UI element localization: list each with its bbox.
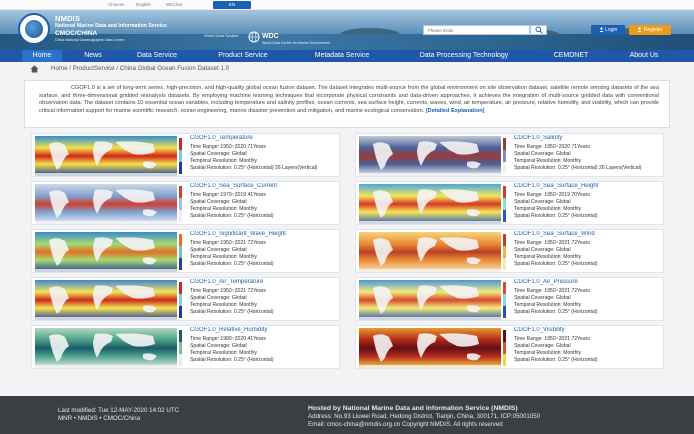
dataset-temporal-resolution: Temporal Resolution: Monthly [190,206,258,212]
dataset-card[interactable] [31,133,340,177]
nav-news[interactable]: News [84,52,102,59]
dataset-card[interactable] [31,325,340,369]
breadcrumb [24,64,670,74]
dataset-spatial-resolution: Spatial Resolution: 0.25° (Horizontal) [514,357,598,363]
topbar-link-english[interactable]: English [136,2,151,7]
nav-cemdnet[interactable]: CEMDNET [553,52,589,59]
dataset-spatial-coverage: Spatial Coverage: Global [190,295,247,301]
nav-metadata-service[interactable]: Metadata Service [314,52,370,59]
dataset-map-thumbnail[interactable] [35,136,185,176]
footer-email-text: Email: cmoc-china@nmdis.org.cn Copyright NMDIS. All rights reserved [308,421,503,428]
register-button[interactable] [629,25,671,35]
dataset-intro [24,80,670,128]
brand-cmoc: CMOC/CHINA [55,30,98,37]
wdc-title: WDC [262,33,279,40]
dataset-card-title[interactable]: CGOF1.0_Salinity [514,135,563,141]
dataset-card-title[interactable]: CGOF1.0_Air_Pressure [514,279,578,285]
dataset-time-range: Time Range: 1950~2021 72Years [190,240,266,246]
dataset-card-title[interactable]: CGOF1.0_Sea_Surface_Current [190,183,278,189]
dataset-spatial-resolution: Spatial Resolution: 0.25° (Horizontal) [514,309,598,315]
user-add-icon [637,27,642,32]
topbar-link-chinese[interactable]: Chinese [108,2,125,7]
dataset-time-range: Time Range: 1950~2021 72Years [514,336,590,342]
footer-address-text: Address: No.93 Liuwei Road, Hedong District, Tianjin, China, 300171, ICP:05001050 [308,413,541,420]
dataset-temporal-resolution: Temporal Resolution: Monthly [514,206,582,212]
dataset-map-thumbnail[interactable] [359,328,509,368]
dataset-temporal-resolution: Temporal Resolution: Monthly [190,254,258,260]
dataset-spatial-resolution: Spatial Resolution: 0.25° (Horizontal) [514,261,598,267]
brand-subtitle: China National Oceanographic Data Center [55,38,125,42]
dataset-temporal-resolution: Temporal Resolution: Monthly [190,158,258,164]
brand-name: NMDIS [55,14,81,23]
search-icon [535,26,543,34]
intro-paragraph: CGOF1.0 is a set of long-term series, high-precision, and high-quality global ocean fusion dataset. The dataset integrates multi-source from the global environment on site observation dataset, satellite remote sensing datasets of the sea surface, and three-dimensional gridded reanalysis datasets. By employing machine learning techniques that incorporate physical constraints and data-driven approaches, it achieves the integration of multi-source gridded data with conventional observation data. The dataset contains 10 essential ocean variables, including temperature and salinity profiles, ocean currents, sea surface height, currents, waves, wind, air temperature, air pressure, relative humidity, and visibility, which can provide critical information support for marine scientific research, ocean engineering, marine disaster prevention and mitigation, and marine ecological conservation. [39,85,659,114]
footer-host-text: Hosted by National Marine Data and Information Service (NMDIS) [308,405,518,412]
login-button[interactable] [591,25,625,35]
search-input[interactable] [423,25,530,35]
dataset-card[interactable] [355,133,664,177]
wds-label: World Data System [204,33,239,38]
dataset-time-range: Time Range: 1950~2019 70Years [514,192,590,198]
dataset-spatial-resolution: Spatial Resolution: 0.25° (Horizontal) [190,309,274,315]
dataset-spatial-resolution: Spatial Resolution: 0.25° (Horizontal) [190,213,274,219]
dataset-spatial-coverage: Spatial Coverage: Global [514,151,571,157]
register-label: Register [643,27,663,33]
login-label: Login [605,27,618,33]
nav-home[interactable]: Home [22,50,62,62]
dataset-spatial-coverage: Spatial Coverage: Global [514,199,571,205]
home-icon[interactable] [30,65,39,73]
dataset-temporal-resolution: Temporal Resolution: Monthly [514,254,582,260]
dataset-time-range: Time Range: 1950~2021 72Years [514,240,590,246]
dataset-time-range: Time Range: 1950~2020 71Years [514,144,590,150]
footer-left [58,407,179,423]
dataset-map-thumbnail[interactable] [359,280,509,320]
dataset-temporal-resolution: Temporal Resolution: Monthly [190,302,258,308]
dataset-spatial-resolution: Spatial Resolution: 0.25° (Horizontal) [190,357,274,363]
dataset-spatial-coverage: Spatial Coverage: Global [514,343,571,349]
dataset-temporal-resolution: Temporal Resolution: Monthly [190,350,258,356]
main-nav [0,50,694,62]
nmdis-logo-icon[interactable] [18,13,50,45]
language-pill-button[interactable]: EN [213,1,251,9]
dataset-card-title[interactable]: CGOF1.0_Significant_Wave_Height [190,231,286,237]
brand-fullname: National Marine Data and Information Service [55,23,167,29]
dataset-spatial-resolution: Spatial Resolution: 0.25° (Horizontal) 26 Layers(Vertical) [514,165,642,171]
dataset-card[interactable] [31,181,340,225]
banner-sea-decoration [0,34,694,50]
header-banner [0,10,694,50]
top-utility-bar [0,0,694,10]
dataset-map-thumbnail[interactable] [359,184,509,224]
dataset-spatial-resolution: Spatial Resolution: 0.25° (Horizontal) [514,213,598,219]
topbar-link-wechat[interactable]: WeChat [166,2,183,7]
dataset-time-range: Time Range: 1950~2020 71Years [190,144,266,150]
dataset-temporal-resolution: Temporal Resolution: Monthly [514,350,582,356]
dataset-spatial-coverage: Spatial Coverage: Global [190,343,247,349]
footer [0,396,694,434]
dataset-card-title[interactable]: CGOF1.0_Relative_Humidity [190,327,268,333]
dataset-card[interactable] [355,325,664,369]
dataset-spatial-coverage: Spatial Coverage: Global [190,247,247,253]
nav-data-processing-technology[interactable]: Data Processing Technology [419,52,509,59]
dataset-map-thumbnail[interactable] [359,232,509,272]
dataset-map-thumbnail[interactable] [35,328,185,368]
dataset-temporal-resolution: Temporal Resolution: Monthly [514,158,582,164]
last-modified-text: Last modified: Tue 12-MAY-2020 14:02 UTC [58,407,180,414]
dataset-card[interactable] [355,229,664,273]
dataset-time-range: Time Range: 1980~2020 41Years [190,336,266,342]
wdc-logo [200,21,331,47]
nav-product-service[interactable]: Product Service [218,52,268,59]
footer-right [308,405,540,429]
dataset-spatial-coverage: Spatial Coverage: Global [514,247,571,253]
detailed-explanation-link[interactable]: [Detailed Explanation] [425,107,485,114]
dataset-card-title[interactable]: CGOF1.0_Sea_Surface_Wind [514,231,595,237]
dataset-card-title[interactable]: CGOF1.0_Visibility [514,327,565,333]
dataset-map-thumbnail[interactable] [35,232,185,272]
dataset-spatial-coverage: Spatial Coverage: Global [514,295,571,301]
nav-data-service[interactable]: Data Service [136,52,178,59]
breadcrumb-text[interactable]: Home / ProductService / China Global Ocean Fusion Dataset 1.0 [51,65,230,72]
dataset-card-title[interactable]: CGOF1.0_Sea_Surface_Height [514,183,599,189]
dataset-card[interactable] [355,181,664,225]
intro-text [39,85,659,115]
dataset-spatial-coverage: Spatial Coverage: Global [190,151,247,157]
footer-org-links[interactable]: MNR • NMDIS • CMOC/China [58,415,141,422]
dataset-spatial-resolution: Spatial Resolution: 0.25° (Horizontal) [190,261,274,267]
dataset-card[interactable] [31,229,340,273]
wdc-subtitle: World Data Center for Marine Environment [262,41,331,45]
dataset-card[interactable] [31,277,340,321]
search-button[interactable] [530,25,547,35]
dataset-card-title[interactable]: CGOF1.0_Temperature [190,135,253,141]
dataset-map-thumbnail[interactable] [35,280,185,320]
dataset-map-thumbnail[interactable] [35,184,185,224]
dataset-spatial-coverage: Spatial Coverage: Global [190,199,247,205]
dataset-time-range: Time Range: 1950~2021 72Years [190,288,266,294]
dataset-spatial-resolution: Spatial Resolution: 0.25° (Horizontal) 26 Layers(Vertical) [190,165,318,171]
dataset-map-thumbnail[interactable] [359,136,509,176]
dataset-time-range: Time Range: 1950~2021 72Years [514,288,590,294]
user-icon [599,27,604,32]
dataset-card-title[interactable]: CGOF1.0_Air_Temperature [190,279,264,285]
dataset-card[interactable] [355,277,664,321]
dataset-time-range: Time Range: 1979~2019 41Years [190,192,266,198]
nav-about-us[interactable]: About Us [629,52,659,59]
globe-icon [248,31,260,43]
dataset-temporal-resolution: Temporal Resolution: Monthly [514,302,582,308]
